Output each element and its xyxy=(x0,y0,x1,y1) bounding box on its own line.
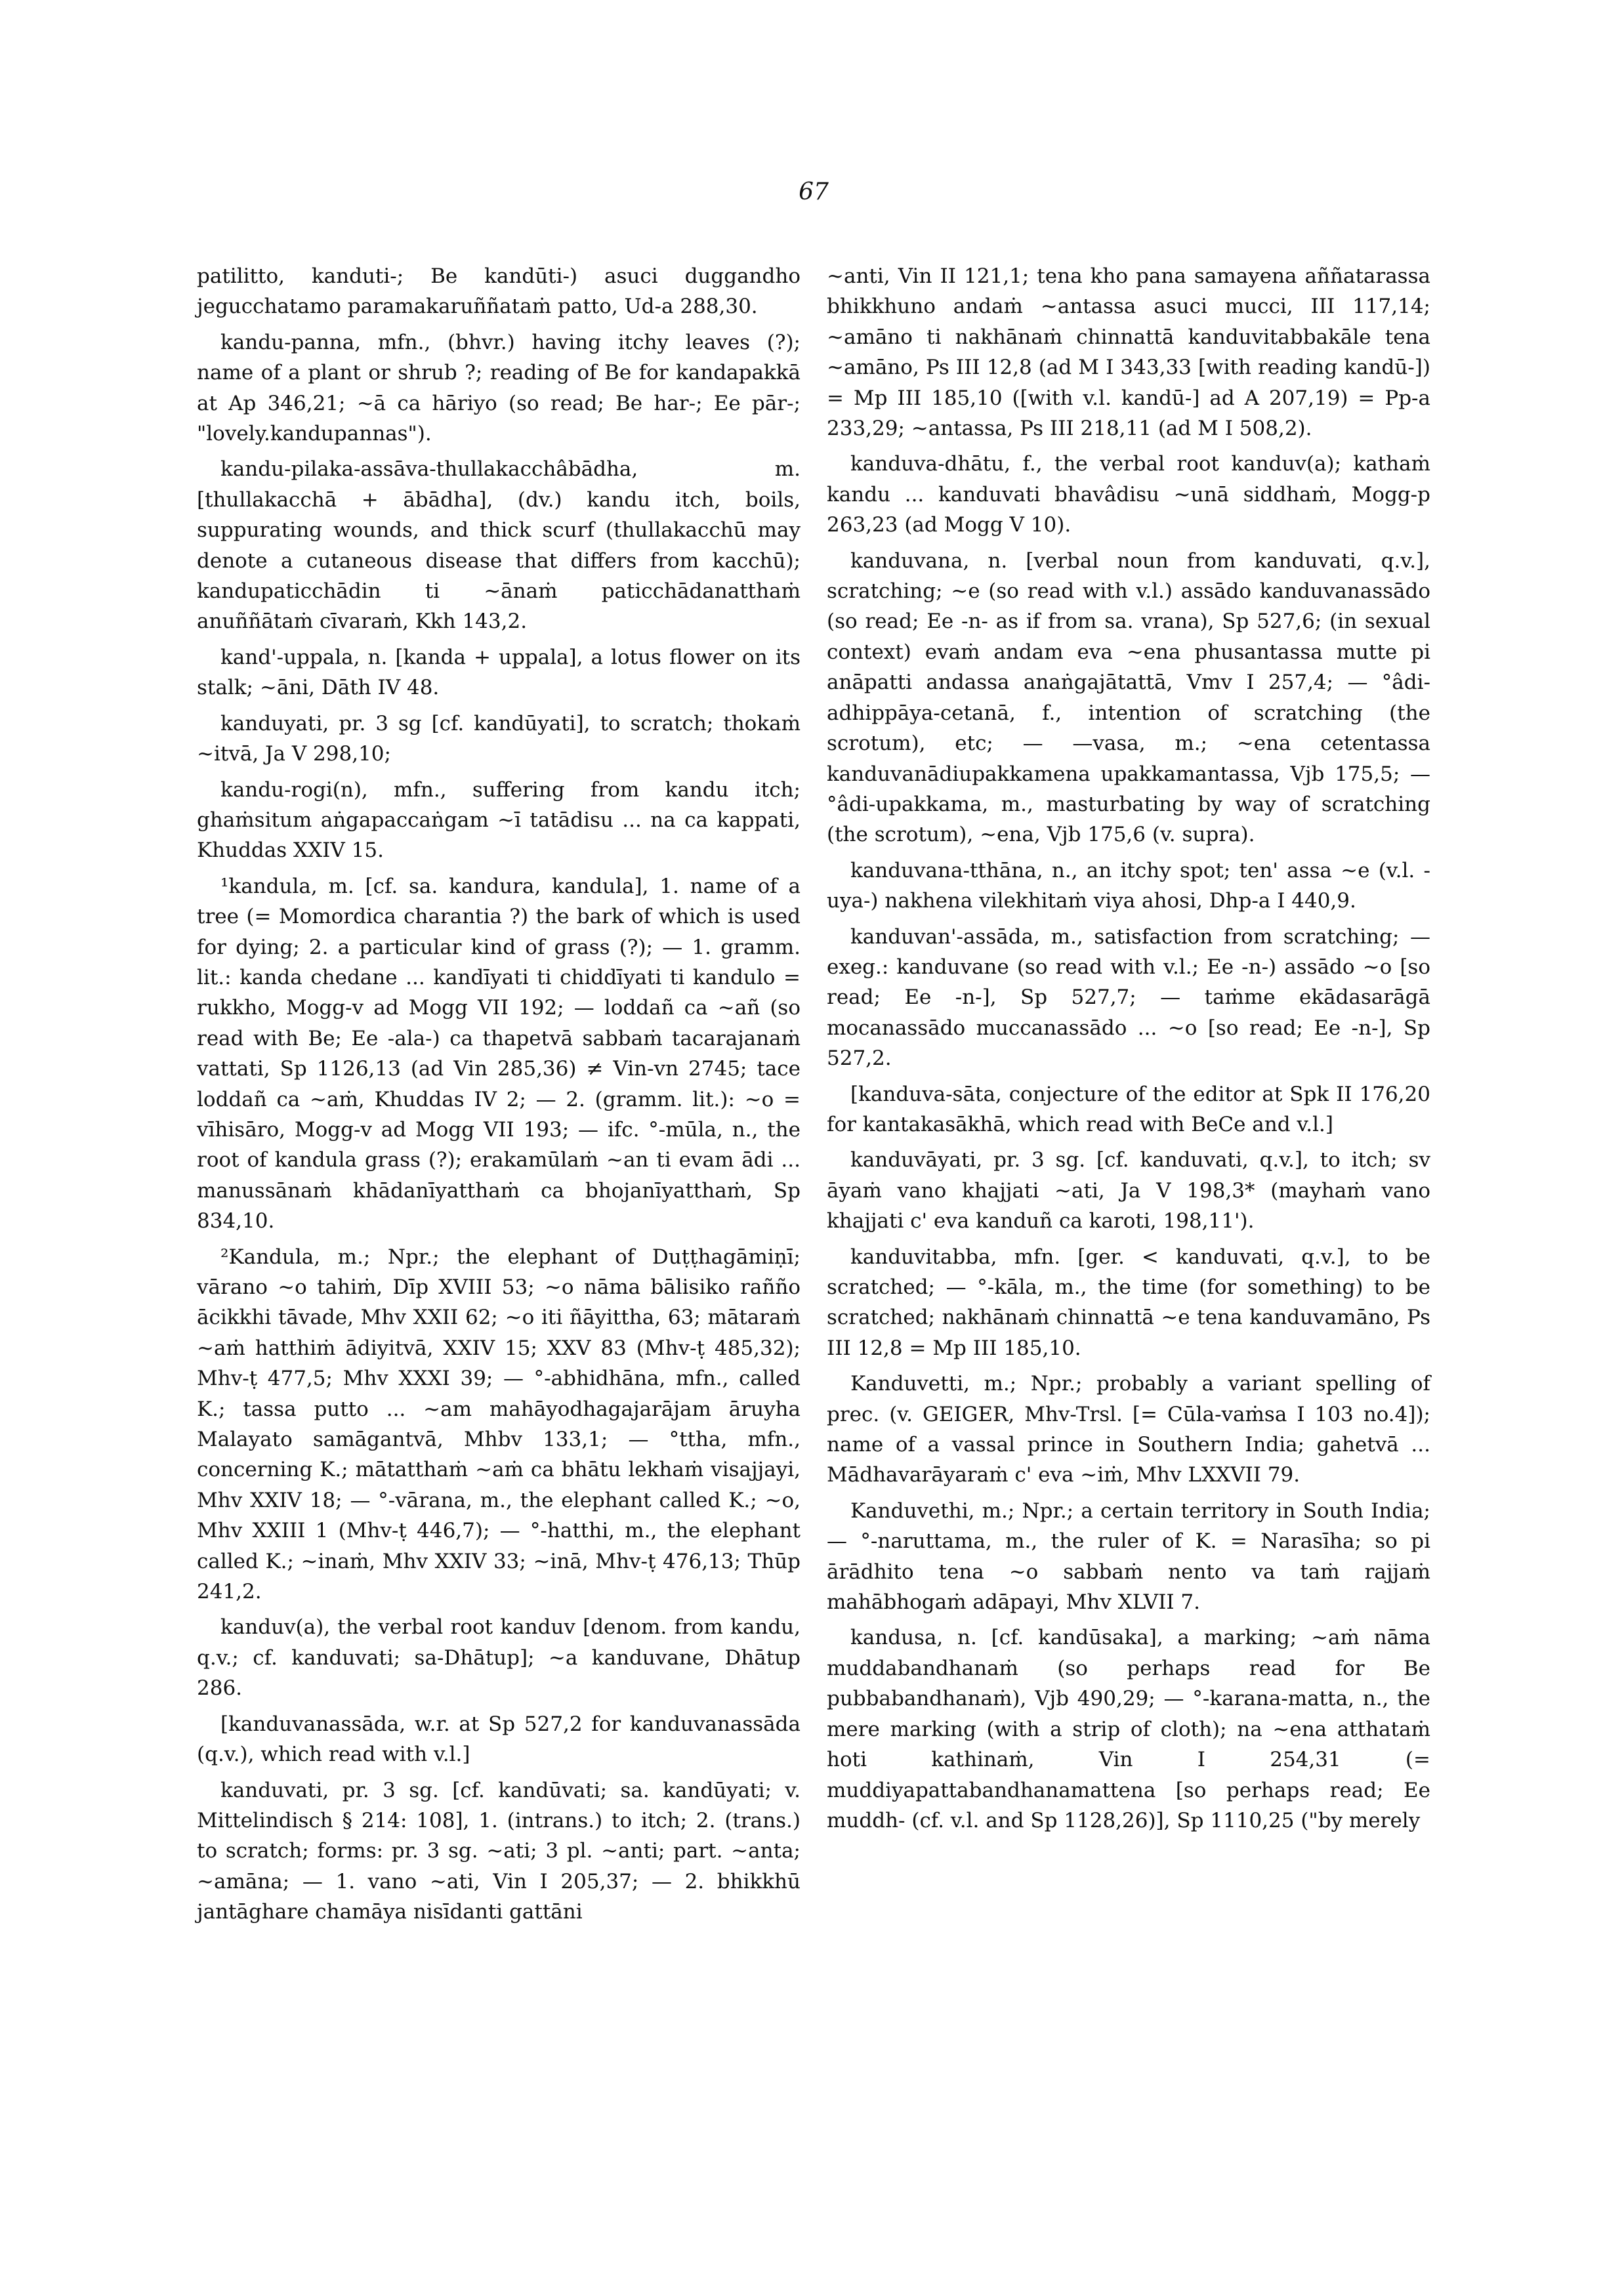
entry-text: [kanduvanassāda, w.r. at Sp 527,2 for kanduvanassāda (q.v.), which read with v.l.] xyxy=(197,1712,801,1767)
right-column xyxy=(827,261,1430,1841)
entry-text: kanduvitabba, mfn. [ger. < kanduvati, q.v.], to be scratched; — °-kāla, m., the time (for something) to be scratched; nakhānaṁ chinnattā ~e tena kanduvamāno, Ps III 12,8 = Mp III 185,10. xyxy=(827,1245,1430,1360)
entry-text: kanduvana, n. [verbal noun from kanduvati, q.v.], scratching; ~e (so read with v.l.) assādo kanduvanassādo (so read; Ee -n- as if from sa. vrana), Sp 527,6; (in sexual context) evaṁ andam eva ~ena phusantassa mutte pi anāpatti andassa anaṅgajātattā, Vmv I 257,4; — °âdi-adhippāya-cetanā, f., intention of scratching (the scrotum), etc; — —vasa, m.; ~ena cetentassa kanduvanādiupakkamena upakkamantassa, Vjb 175,5; — °âdi-upakkama, m., masturbating by way of scratching (the scrotum), ~ena, Vjb 175,6 (v. supra). xyxy=(827,548,1430,847)
entry-text: ¹kandula, m. [cf. sa. kandura, kandula], 1. name of a tree (= Momordica charantia ?) the bark of which is used for dying; 2. a particular kind of grass (?); — 1. gramm. lit.: kanda chedane ... kandīyati ti chiddīyati ti kandulo = rukkho, Mogg-v ad Mogg VII 192; — loddañ ca ~añ (so read with Be; Ee -ala-) ca thapetvā sabbaṁ tacarajanaṁ vattati, Sp 1126,13 (ad Vin 285,36) ≠ Vin-vn 2745; tace loddañ ca ~aṁ, Khuddas IV 2; — 2. (gramm. lit.): ~o = vīhisāro, Mogg-v ad Mogg VII 193; — ifc. °-mūla, n., the root of kandula grass (?); erakamūlaṁ ~an ti evam ādi ... manussānaṁ khādanīyatthaṁ ca bhojanīyatthaṁ, Sp 834,10. xyxy=(197,874,801,1233)
entry-text: patilitto, kanduti-; Be kandūti-) asuci duggandho jegucchatamo paramakaruññataṁ patto, Ud-a 288,30. xyxy=(197,264,801,319)
entry-text: kanduvāyati, pr. 3 sg. [cf. kanduvati, q.v.], to itch; sv āyaṁ vano khajjati ~ati, Ja V 198,3* (mayhaṁ vano khajjati c' eva kanduñ ca karoti, 198,11'). xyxy=(827,1148,1430,1233)
page-number: 67 xyxy=(799,178,829,205)
entry-text: kandu-panna, mfn., (bhvr.) having itchy leaves (?); name of a plant or shrub ?; reading of Be for kandapakkā at Ap 346,21; ~ā ca hāriyo (so read; Be har-; Ee pār-; "lovely.kandupannas"). xyxy=(197,330,801,446)
entry-text: kanduvati, pr. 3 sg. [cf. kandūvati; sa. kandūyati; v. Mittelindisch § 214: 108], 1. (intrans.) to itch; 2. (trans.) to scratch; forms: pr. 3 sg. ~ati; 3 pl. ~anti; part. ~anta; ~amāna; — 1. vano ~ati, Vin I 205,37; — 2. bhikkhū jantāghare chamāya nisīdanti gattāni xyxy=(197,1778,801,1924)
entry-text: ~anti, Vin II 121,1; tena kho pana samayena aññatarassa bhikkhuno andaṁ ~antassa asuci mucci, III 117,14; ~amāno ti nakhānaṁ chinnattā kanduvitabbakāle tena ~amāno, Ps III 12,8 (ad M I 343,33 [with reading kandū-]) = Mp III 185,10 ([with v.l. kandū-] ad A 207,19) = Pp-a 233,29; ~antassa, Ps III 218,11 (ad M I 508,2). xyxy=(827,264,1430,441)
entry-text: kandu-rogi(n), mfn., suffering from kandu itch; ghaṁsitum aṅgapaccaṅgam ~ī tatādisu ... na ca kappati, Khuddas XXIV 15. xyxy=(197,777,801,863)
entry-text: kand'-uppala, n. [kanda + uppala], a lotus flower on its stalk; ~āni, Dāth IV 48. xyxy=(197,645,801,700)
entry-text: Kanduvethi, m.; Npr.; a certain territory in South India; — °-naruttama, m., the ruler of K. = Narasīha; so pi ārādhito tena ~o sabbaṁ nento va taṁ rajjaṁ mahābhogaṁ adāpayi, Mhv XLVII 7. xyxy=(827,1499,1430,1615)
entry-text: kanduvana-tthāna, n., an itchy spot; ten' assa ~e (v.l. -uya-) nakhena vilekhitaṁ viya ahosi, Dhp-a I 440,9. xyxy=(827,858,1430,913)
entry-text: kandu-pilaka-assāva-thullakacchâbādha, m. [thullakacchā + ābādha], (dv.) kandu itch, boils, suppurating wounds, and thick scurf (thullakacchū may denote a cutaneous disease that differs from kacchū); kandupaticchādin ti ~ānaṁ paticchādanatthaṁ anuññātaṁ cīvaraṁ, Kkh 143,2. xyxy=(197,457,801,634)
entry-text: [kanduva-sāta, conjecture of the editor at Spk II 176,20 for kantakasākhā, which read with BeCe and v.l.] xyxy=(827,1082,1430,1136)
entry-text: Kanduvetti, m.; Npr.; probably a variant spelling of prec. (v. GEIGER, Mhv-Trsl. [= Cūla-vaṁsa I 103 no.4]); name of a vassal prince in Southern India; gahetvā ... Mādhavarāyaraṁ c' eva ~iṁ, Mhv LXXVII 79. xyxy=(827,1372,1430,1487)
entry-text: kanduva-dhātu, f., the verbal root kanduv(a); kathaṁ kandu ... kanduvati bhavâdisu ~unā siddhaṁ, Mogg-p 263,23 (ad Mogg V 10). xyxy=(827,452,1430,537)
entry-text: kanduyati, pr. 3 sg [cf. kandūyati], to scratch; thokaṁ ~itvā, Ja V 298,10; xyxy=(197,711,801,766)
entry-text: kandusa, n. [cf. kandūsaka], a marking; ~aṁ nāma muddabandhanaṁ (so perhaps read for Be pubbabandhanaṁ), Vjb 490,29; — °-karana-matta, n., the mere marking (with a strip of cloth); na ~ena atthataṁ hoti kathinaṁ, Vin I 254,31 (= muddiyapattabandhanamattena [so perhaps read; Ee muddh- (cf. v.l. and Sp 1128,26)], Sp 1110,25 ("by merely xyxy=(827,1626,1430,1832)
entry-text: ²Kandula, m.; Npr.; the elephant of Duṭṭhagāmiṇī; vārano ~o tahiṁ, Dīp XVIII 53; ~o nāma bālisiko rañño ācikkhi tāvade, Mhv XXII 62; ~o iti ñāyittha, 63; mātaraṁ ~aṁ hatthiṁ ādiyitvā, XXIV 15; XXV 83 (Mhv-ṭ 485,32); Mhv-ṭ 477,5; Mhv XXXI 39; — °-abhidhāna, mfn., called K.; tassa putto ... ~am mahāyodhagajarājam āruyha Malayato samāgantvā, Mhbv 133,1; — °ttha, mfn., concerning K.; mātatthaṁ ~aṁ ca bhātu lekhaṁ visajjayi, Mhv XXIV 18; — °-vārana, m., the elephant called K.; ~o, Mhv XXIII 1 (Mhv-ṭ 446,7); — °-hatthi, m., the elephant called K.; ~inaṁ, Mhv XXIV 33; ~inā, Mhv-ṭ 476,13; Thūp 241,2. xyxy=(197,1245,801,1604)
left-column xyxy=(197,261,801,1933)
entry-text: kanduvan'-assāda, m., satisfaction from scratching; — exeg.: kanduvane (so read with v.l.; Ee -n-) assādo ~o [so read; Ee -n-], Sp 527,7; — taṁme ekādasarāgā mocanassādo muccanassādo ... ~o [so read; Ee -n-], Sp 527,2. xyxy=(827,924,1430,1071)
entry-text: kanduv(a), the verbal root kanduv [denom. from kandu, q.v.; cf. kanduvati; sa-Dhātup]; ~a kanduvane, Dhātup 286. xyxy=(197,1615,801,1701)
